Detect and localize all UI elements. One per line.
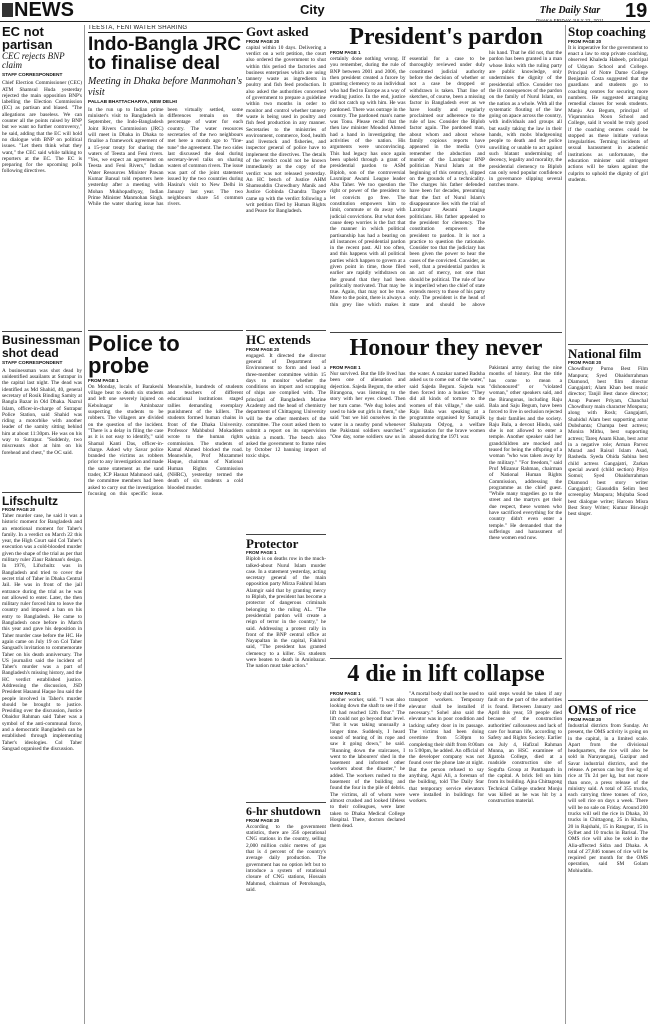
- ec-byline: STAFF CORRESPONDENT: [2, 73, 63, 79]
- column-divider: [565, 25, 566, 1024]
- lifschultz-from: FROM PAGE 20: [2, 506, 36, 512]
- left-column: [2, 25, 82, 1024]
- film-headline: National film: [568, 344, 648, 361]
- hc-headline: HC extends: [246, 330, 326, 347]
- oms-body: Industrial districts from Sunday. At present, the OMS activity is going on in the capital, in a limited scale. Apart from the divisional headquarters, the rice will also be sold in Narayanganj, Gazipur and Savar industrial districts, and the release. A person can buy five kg of rice at Tk 24 per kg, but not more than once, a press release of the ministry said. A total of 355 trucks, each carrying three tonnes of rice, will sell rice on days a week. There will be no sale on Friday. Around 200 trucks will sell the rice in Dhaka, 30 trucks in Chittagong, 25 in Khulna, 20 in Rajshahi, 15 in Rangpur, 15 in Sylhet and 10 trucks in Barisal. The OMS rice will also be sold in the Alia-affected Sidra and Dhaka. A total of 27,846 tonnes of rice will be required per month for the OMS operation, said SM Golam Mohiuddin.: [568, 722, 648, 874]
- pardon-story: [330, 25, 562, 325]
- ec-body: Chief Election Commissioner (CEC) ATM Shamsul Huda yesterday rejected the main opposition BNP's labelling the Election Commission (EC) as partisan and biased. "The allegations are baseless. We can counter all the points raised by BNP but we want no further controversy," he said, adding that the EC will hold no dialogue with BNP on political issues. "Let them think what they want," the CEC said while talking to reporters at the EC. The EC is preparing for the upcoming polls following directives.: [2, 80, 82, 175]
- pardon-headline: President's pardon: [349, 25, 543, 50]
- shutdown-from: FROM PAGE 20: [246, 817, 280, 823]
- lifschultz-body: Taher murder case, he said it was a historic moment for Bangladesh and an emotional moment for Taher's family. In a verdict on March 22 this year, the High Court said Col Taher's execution was a cold-blooded murder given the shape of the trial as per that military ruler Ziaur Rahman's design. In 1976, Lifschultz was in Bangladesh and tried to cover the secret trial of Taher in Dhaka Central Jail. He was in front of the jail entrance during the trial as he was not allowed to enter. Later, the then military ruler forced him to leave the country and imposed a ban on his entry to Bangladesh. He came to Bangladesh once before in March this year and gave his deposition in Taher murder case before the HC. He again came on July 19 on Col Taher Sangsad's invitation to commemorate Taher on his death anniversary. The US journalist said the incident of Taher's murder was a part of Bangladesh's missing history, and the HC verdict established justice. Addressing the discussion, JSD President Hasanul Haque Inu said the people involved in Taher's murder should be brought to justice. Presiding over the discussion, Justice Obaidur Rahman said Taher was a symbol of the anti-communal force, and a democratic Bangladesh can be established through implementing Taher's ideologies. Col Taher Sangsad organised the discussion.: [2, 512, 82, 752]
- honour-body: Nur survived. But the life lived has been one of alienation and dejection. Sajeda Begum, the other Birangona, was listening to the story with her eyes closed. Then her turn came. "We dug holes and used to hide out girls in them," she said "but we hid ourselves in the water in a nearby pond whenever the Pakistani soldiers searched." "One day, some soldiers saw us in the water. A razakar named Badsha asked us to come out of the water," said Sajeda Begum. Sajeda was then forced into a bunker. "They did all kinds of torture to the women of this village," she said. Raju Bala was speaking at a programme organised by Samajik Shahayata Odyog, a welfare organisation for the brave women abused during the 1971 war.: [330, 371, 485, 441]
- pardon-body-continued: his hand. That he did not, that the pardon has been granted in a man whose links with the ruling party are public knowledge, only undermines the dignity of the presidential office. Consider too the ill consequences of the pardon on the family of Nurul Islam, on the nation as a whole. With all the systematic flouting of the law going on apace across the country, with individuals and groups all but easily taking the law in their hands, with mobs bludgeoning people to death and the police unwilling or unable to act against such blatant undermining of decency, legality and morality, the presidential clemency to Biplob can only send popular confidence in governance slipping several notches more.: [489, 50, 562, 189]
- shutdown-headline: 6-hr shutdown: [246, 802, 326, 818]
- oms-from: FROM PAGE 20: [568, 716, 602, 722]
- hc-from: FROM PAGE 20: [246, 346, 280, 352]
- protector-from: FROM PAGE 1: [246, 550, 277, 556]
- film-from: FROM PAGE 20: [568, 360, 602, 366]
- lift-headline: 4 die in lift collapse: [330, 658, 562, 687]
- business-byline: STAFF CORRESPONDENT: [2, 360, 63, 366]
- business-headline: Businessman shot dead: [2, 333, 81, 360]
- jrc-story: [88, 25, 243, 325]
- govt-story: [246, 25, 326, 325]
- paper-name: The Daily Star: [539, 5, 601, 16]
- lift-story: [330, 658, 562, 1024]
- section-logo: [2, 0, 74, 20]
- police-headline: Police to probe: [88, 330, 243, 378]
- govt-from: FROM PAGE 20: [246, 38, 280, 44]
- business-body: A businessman was shot dead by unidentified assailants at Sutrapur in the capital last night. The dead was identified as Md Shahid, 40, general secretary of Rosik Binding Samity at Bangla Bazar in Old Dhaka. Nazrul Islam, officer-in-charge of Sutrapur Police Station, said Shahid was riding a motorbike with another leader of the samity sitting behind him at about 11:30pm. He was on his way to Sutrapur. "Suddenly, two miscreants shot at him on his forehead and chest," the OC said.: [2, 367, 82, 456]
- hc-body: engaged. It directed the director general of Department of Environment to form and lead a three-member committee within 15 days to monitor whether the conditions on import and scrapping of ships are complied with. The principal of Bangladesh Marine Academy and the head of chemistry department of Chittagong University will be the other members of the committee. The court asked them to submit a report on its supervision within a month. The bench also asked the government to frame rules by October 12 banning import of toxic ships.: [246, 352, 326, 460]
- jrc-kicker: TEESTA, FENI WATER SHARING: [88, 25, 243, 33]
- police-story: [88, 330, 243, 1024]
- ec-headline: EC not partisan: [2, 25, 53, 53]
- jrc-headline: Indo-Bangla JRC to finalise deal: [88, 34, 242, 75]
- film-body: Chowdhury Purno Best Film Manpura; Syed Obaidurrahman Diamond, best film director Gangajatri; Alam Khan best music director; Tanjil Best dance director; Anup Puneet Priyam, Chanchal Chowdhury main character Monpura; along with Rosh; Gangajatri, Shahidul Alam best supporting actor Dubshanta; Champa best actress; Monira Mithu, best supporting actress; Tareq Anam Khan, best actor in a negative role; Arman Parvez Murad and Raisul Islam Asad, Rasheda. Syeda Ohida Sabina best child actress Gangajatri, Zarkan special award (child section) Priyo Somoi; Syed Obaidurrahman Diamond best story writer Gangajatri; Giasuddin Selim best screenplay Manpura; Mujtaba Soud best dialogue writer; Haroon Misra Best Story Writer; Kumar Biswajit best singer.: [568, 366, 648, 518]
- govt-headline: Govt asked: [246, 25, 309, 39]
- star-icon: [2, 3, 13, 17]
- lift-body: another worker, said. "I was also looking down the shaft to see if the lift had reached 12th floor." The lift could not go beyond that level. "But it was taking unusually a longer time. Suddenly, I heard sound of tearing of its rope and saw it going down," he said. "Running down the staircases, I went to the labourers' shed in the basement and informed other workers about the disaster," he added. The workers rushed to the basement of the building and found the four in the pile of debris. The victims, all of whom were almost crushed and looked lifeless to their colleagues, were later taken to Dhaka Medical College Hospital. There, doctors declared them dead.: [330, 697, 405, 830]
- lift-body-third-column: said steps would be taken if any fault on the part of the authorities is found. Between January and April this year, 59 people died because of the construction authorities' callousness and lack of care for human life, according to Safety and Rights Society. Earlier on July 4, Hafizul Rahman Munna, an HSC examinee of Jigatola College, died at a roadside construction site of Sogufta Group at Panthapath in the capital. A brick fell on him from its building. Ajna Chittagong Technical College student Monju was killed as he was hit by a construction material.: [488, 691, 562, 805]
- lift-from: FROM PAGE 1: [330, 691, 361, 697]
- shutdown-body: According to the government statistics, there are 356 operational CNG stations in the country, selling 2,000 million cubic metres of gas that is 4 percent of the country's average daily production. The government has no option left but to introduce a system of rotational closure of CNG stations, Hossain Mahmud, chairman of Petrobangla, said.: [246, 823, 326, 893]
- pardon-from: FROM PAGE 1: [330, 50, 361, 56]
- coaching-headline: Stop coaching: [568, 25, 646, 39]
- jrc-body: In the run up to Indian prime minister's visit to Bangladesh in September, the Indo-Bangladesh Joint Rivers Commission (JRC) will meet in Dhaka in Dhaka to finalise a framework agreement of a 15-year treaty for sharing the waters of Teesta and Feni rivers. "Yes, we expect an agreement on Teesta and Feni Rivers," Indian Water Resources Minister Pawan Kumar Bansal told reporters here yesterday after a meeting with Mohan Mukhopadhyay, Indian Prime Minister Manmohan Singh. While the water sharing issue has been virtually settled, some differences remain on the percentage of water for each country. The water resources secretaries of the two neighbours met here a month ago to "fine-tune" the agreement. The two sides last discussed the deal during secretary-level talks on sharing waters of common rivers. The issue was part of the joint statement issued by the two countries during Hasina's visit to New Delhi in January last year. The two neighbours share 54 common rivers.: [88, 106, 243, 208]
- coaching-body: It is imperative for the government to enact a law to stop private coaching, observed Khaleda Habeeb, principal of Udayan School and College. Principal of Notre Dame College Benjamin Costa suggested that the guardians and students go to coaching centres for securing more numbers. He suggested arranging remedial classes for weak students. Manju Ara Begum, principal of Viqarunnisa Noon School and College, said it would be truly good if the coaching centres could be stopped as these initiate various irregularities. Terming incidents of sexual harassment in academic institutions as unfortunate, the education minister said stringent actions will be taken against the culprits to uphold the dignity of girl students.: [568, 44, 648, 183]
- honour-from: FROM PAGE 1: [330, 365, 361, 371]
- pardon-body: certainly done nothing wrong. If you remember, during the rule of BNP between 2001 and 2006, the then president created a furore by granting clemency to an individual who had fled to Europe as a way of evading justice. In the end, justice did not catch up with him. He was pardoned. There was outrage in the country. The pardoned man's name was Tonu. Please recall that the then law minister Moudud Ahmed had a hand in investigating the activities of the nation. His arguments were unconvincing. This bad legacy has once again been upheld through a grant of presidential pardon to ASM Biplob, son of the controversial Laxmipur Awami League leader Abu Taher. We too question the right or power of the president to let convicts go free. The constitution empowers him to limit, commute or do away with judicial convictions. But what does cause deep worries is the fact that the manner in which political partisanship has had a bearing on all instances of presidential pardon in the recent past. All too often, and this happens with all political parties which happen to govern at a given point in time, those filed earlier are rapidly withdrawn on the ground that they had been politically motivated. That may be true. Again, that may not be true. More to the point, there is always a thin grey line which makes it essential for a case to be thoroughly reviewed under duly constituted judicial authority before the decision of whether or not a case be dropped or withdrawn is taken. That line of sketches, of course, been a missing factor in Bangladesh ever as we have loudly and regularly proclaimed our adherence to the rule of law. Consider the Biplob factor again. The pardoned man, about whom and about whose family copious reports have appeared in the media (you remember the abduction and murder of the Laxmipur BNP politician Nurul Islam at the beginning of this century), slipped on the grounds of a technicality. The charges his father defended have been for decades, presuming that the fact of Nurul Islam's disappearance lies with the trial of Laxmipur Awami League politicians. His father appealed to the president for clemency. The constitution empowers the president to pardon. It is not a practice to question the rationale. Consider too that the judiciary has been given the power to hear the cases of the convicted. Consider, as well, that a presidential pardon is an act of mercy, not one that should be political. The rule of law is imperiled when the chief of state extends mercy to those of his party only. The president is the head of state and should be above: [330, 56, 485, 308]
- paper-name-block: [520, 1, 620, 24]
- police-from: FROM PAGE 1: [88, 377, 119, 383]
- honour-headline: Honour they never: [330, 332, 562, 361]
- honour-body-continued: Pakistani army during the nine months of history. But the title has come to mean a "dishonoured" or "violated woman," other speakers said, and the Birangonas, including Raju Bala and Saju Begum, have been forced to live in seclusion rejected by their families and the society. Raju Bala, a devout Hindu, said she is not allowed to enter a temple. Another speaker said her grandchildren are mocked and teased for being the offspring of a woman "who was taken away by the military." "For freedom," said Prof Mizanur Rahman, chairman of National Human Rights Commission, addressing the programme as the chief guest. "While many tragedies go to the street and the martyrs get their due respect, these women who have sacrificed everything for the country didn't even enter a temple." He demanded that the sufferings and harassment of these women end now.: [489, 365, 562, 542]
- column-divider: [84, 25, 85, 1024]
- date-line: DHAKA FRIDAY JULY 22, 2011: [535, 18, 605, 23]
- section-name: NEWS: [14, 0, 74, 21]
- jrc-byline: PALLAB BHATTACHARYA, NEW DELHI: [88, 99, 177, 105]
- right-column: [568, 25, 648, 1024]
- protector-headline: Protector: [246, 534, 326, 551]
- honour-story: [330, 332, 562, 652]
- govt-body: capital within 10 days. Delivering a verdict on a writ petition, the court also ordered the government to shut within this period the factories and business enterprises which are using tannery waste as ingredients in poultry and fish feed production. It also asked the authorities concerned of government to prepare a guideline within two months in order to monitor and control whether tannery waste is being used in poultry and fish feed production in any manner. Secretaries to the ministries of environment, commerce, food, health and livestock and fisheries, and inspector general of police have to implement the directives. The details of the verdict could not be known immediately as the copy of the verdict was not released yesterday. An HC bench of Justice AHM Shamsuddin Chowdhury Manik and Justice Gobinda Chandra Tagore came up with the verdict following a writ petition filed by Human Rights and Peace for Bangladesh.: [246, 44, 326, 215]
- ec-deck: CEC rejects BNP claim: [2, 50, 65, 71]
- lift-body-second-column: "A mortal body shall not be used to transport workers. Temporary elevator shall be installed if necessary." Sohel also said the elevator was in poor condition and lacking safety door in its passage. The victims had been doing overtime from 5:30pm to completing their shift from 8:00am to 5:00pm, he added. An official of the developer company was not found over the phone late at night. But the person refused to say anything. Agni Ali, a foreman of the building, told The Daily Star that temporary service elevators were installed in buildings for workers.: [409, 691, 484, 805]
- page-section: City: [300, 2, 325, 17]
- page-number: 19: [625, 0, 648, 22]
- lifschultz-headline: Lifschultz: [2, 492, 82, 507]
- middle-column: [246, 330, 326, 1024]
- masthead: [0, 0, 650, 22]
- oms-headline: OMS of rice: [568, 700, 648, 717]
- protector-body: Biplob is on deaths row in the much-talked-about Nurul Islam murder case. In a statement yesterday, acting secretary general of the main opposition party Mirza Fakhrul Islam Alamgir said that by granting mercy to Biplob, the president has become a protector of dangerous criminals belonging to the ruling AL. "The presidential pardon will create a reign of terror in the country," he said. Addressing a protest rally in front of the BNP central office at Nayapaltan in the capital, Fakhrul said, "The president has granted clemency to a killer. Six students were beaten to death in Aminbazar. The nation must take action.": [246, 556, 326, 670]
- jrc-deck: Meeting in Dhaka before Manmohan's visit: [88, 75, 242, 98]
- coaching-from: FROM PAGE 20: [568, 38, 602, 44]
- police-body: On Monday, locals of Barakeshi village beat to death six students and left one severely injured on Kebulnagar in Aminbazar suspecting the students to be robbers. The villagers are divided on the question of the incident. "There is a delay in filing the case as it is not easy to identify," said Shamal Kanti Das, officer-in-charge. Asked why Savar police branded the victims as robbers prior to any investigation and made the same statement as the sand trader, ICP Hasnat Mahmood said, the committee members had been asked to carry out the investigation focusing on this specific issue. Meanwhile, hundreds of students and teachers of different educational institutions staged rallies demanding exemplary punishment of the killers. The students formed human chains in front of the Dhaka University. Professor Mahbubul Mokaddem wrote to the human rights commission. The students of Kamal Ahmed blocked the road. Meanwhile, Prof Mozammel Haque, chairman of National Human Rights Commission (NHRC), yesterday termed the death of six students a cold blooded murder.: [88, 383, 243, 497]
